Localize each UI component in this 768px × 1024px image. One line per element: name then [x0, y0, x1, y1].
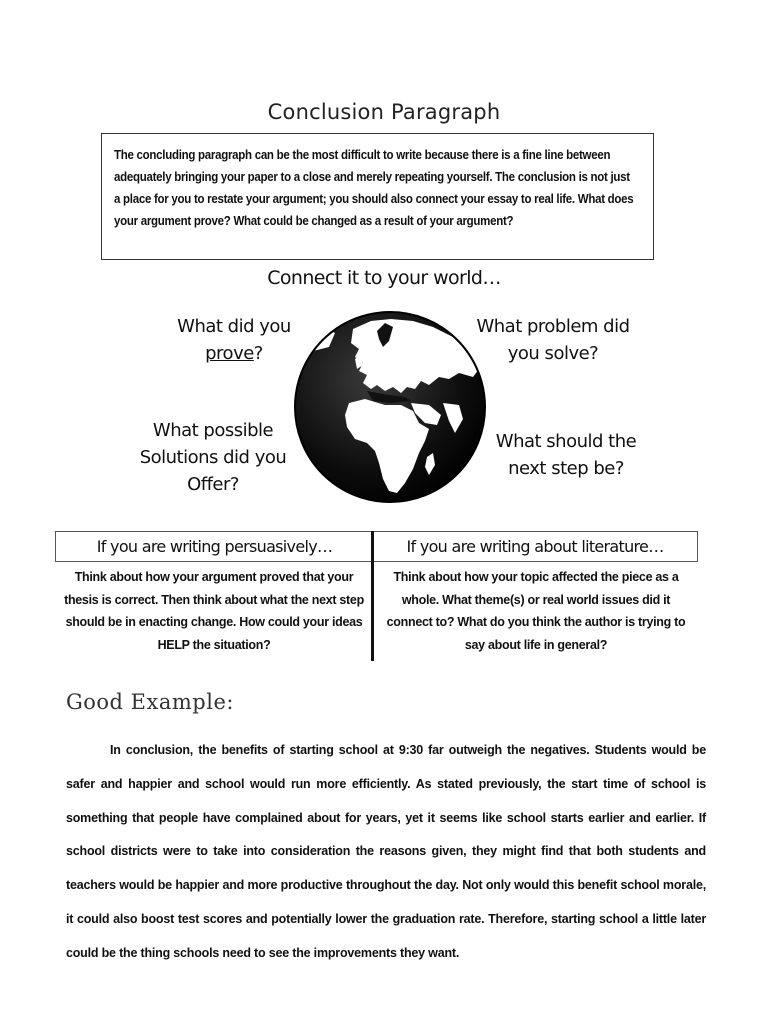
question-prove-line2: [168, 340, 300, 367]
prove-underlined: prove: [205, 343, 254, 364]
question-solutions-line3: Offer?: [187, 474, 239, 495]
question-solutions-line2: Solutions did you: [139, 447, 287, 468]
literature-text: Think about how your topic affected the piece as a whole. What theme(s) or real world issues did it connect to? What do you think the author is trying to say about life in general?: [386, 570, 686, 652]
good-example-paragraph: In conclusion, the benefits of starting school at 9:30 far outweigh the negatives. Students would be safer and happier and school would run more efficiently. As stated previously, the start time of school is something that people have complained about for years, yet it seems like school starts earlier and earlier. If school districts were to take into consideration the reasons given, they might find that both students and teachers would be happier and more productive throughout the day. Not only would this benefit school morale, it could also boost test scores and potentially lower the graduation rate. Therefore, starting school a little later could be the thing schools need to see the improvements they want.: [66, 743, 706, 960]
question-solve: [468, 313, 638, 367]
intro-box: [101, 133, 654, 260]
question-prove-line1: What did you: [177, 316, 291, 337]
question-next-step-line1: What should the: [495, 431, 637, 452]
persuasive-text: Think about how your argument proved that your thesis is correct. Then think about what the next step should be in enacting change. How could your ideas HELP the situation?: [64, 570, 364, 652]
question-prove: [168, 313, 300, 367]
page-title: Conclusion Paragraph: [267, 100, 501, 124]
question-solve-line2: you solve?: [507, 343, 599, 364]
column-divider: [371, 531, 374, 661]
good-example-heading: Good Example:: [66, 690, 234, 714]
persuasive-heading: If you are writing persuasively…: [55, 531, 373, 562]
question-next-step: [486, 428, 646, 482]
intro-text: The concluding paragraph can be the most difficult to write because there is a fine line between adequately bringing your paper to a close and merely repeating yourself. The conclusion is not just a place for you to restate your argument; you should also connect your essay to real life. What does your argument prove? What could be changed as a result of your argument?: [114, 148, 634, 228]
question-solve-line1: What problem did: [476, 316, 630, 337]
connect-heading: Connect it to your world…: [267, 267, 501, 289]
question-solutions: [128, 417, 298, 498]
earth-globe-icon: [293, 307, 487, 507]
question-solutions-line1: What possible: [152, 420, 274, 441]
question-next-step-line2: next step be?: [508, 458, 624, 479]
question-mark: ?: [253, 343, 263, 364]
literature-heading: If you are writing about literature…: [373, 531, 698, 562]
